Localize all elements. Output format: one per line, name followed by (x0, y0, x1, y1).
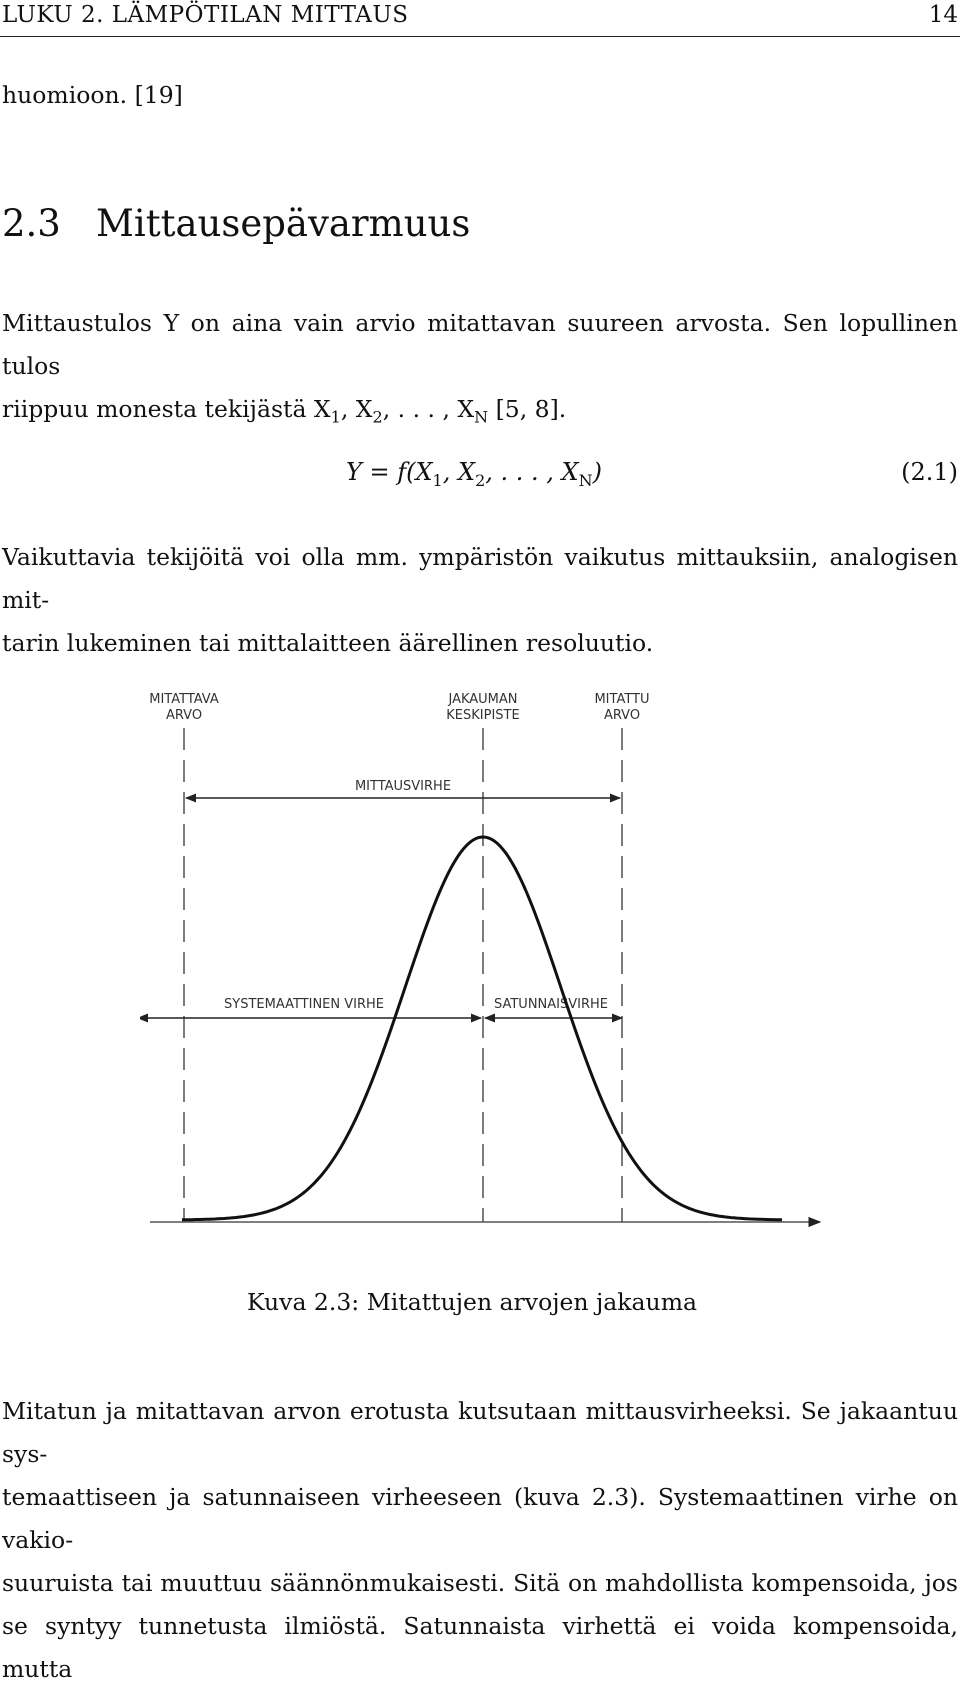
page-number: 14 (928, 2, 958, 28)
intro-line (2, 74, 958, 117)
para1-line2-post: [5, 8]. (488, 395, 567, 423)
section-number: 2.3 (2, 202, 61, 245)
equation-mid2: , . . . , X (485, 458, 579, 486)
label-jakauman-1: JAKAUMAN (448, 692, 518, 707)
para2-line2: tarin lukeminen tai mittalaitteen äärellinen resoluutio. (2, 629, 654, 657)
para1-line2 (2, 388, 958, 439)
label-mittausvirhe: MITTAUSVIRHE (354, 779, 452, 794)
equation-lhs: Y = f(X (346, 458, 433, 486)
equation-sub2: 2 (475, 470, 486, 490)
para1-subN: N (474, 407, 489, 427)
para3-line2: temaattiseen ja satunnaiseen virheeseen (kuva 2.3). Systemaattinen virhe on vakio- (2, 1483, 958, 1554)
para3-line1: Mitatun ja mitattavan arvon erotusta kutsutaan mittausvirheeksi. Se jakaantuu sys- (2, 1397, 958, 1468)
paragraph-1 (2, 302, 958, 439)
equation-subN: N (578, 470, 593, 490)
para1-dots: , . . . , X (382, 395, 475, 423)
paragraph-2 (2, 536, 958, 665)
equation-rhs: ) (592, 458, 603, 486)
chapter-header: LUKU 2. LÄMPÖTILAN MITTAUS (2, 2, 409, 28)
para1-sub1: 1 (330, 407, 341, 427)
label-systemaattinen: SYSTEMAATTINEN VIRHE (224, 997, 384, 1012)
distribution-figure (140, 680, 840, 1240)
equation-sub1: 1 (432, 470, 443, 490)
label-jakauman-2: KESKIPISTE (446, 708, 520, 723)
para3-line4: se syntyy tunnetusta ilmiöstä. Satunnaista virhettä ei voida kompensoida, mutta (2, 1612, 958, 1683)
label-mitattava-2: ARVO (165, 708, 203, 723)
label-satunnaisvirhe: SATUNNAISVIRHE (493, 997, 609, 1012)
equation-mid1: , X (442, 458, 476, 486)
para2-line1: Vaikuttavia tekijöitä voi olla mm. ympäristön vaikutus mittauksiin, analogisen mit- (2, 543, 958, 614)
para1-sub2: 2 (372, 407, 383, 427)
para1-comma1: , X (340, 395, 373, 423)
para1-line2-pre: riippuu monesta tekijästä X (2, 395, 331, 423)
equation (346, 458, 602, 490)
para3-line3: suuruista tai muuttuu säännönmukaisesti. Sitä on mahdollista kompensoida, jos (2, 1569, 958, 1597)
section-title: Mittausepävarmuus (96, 202, 471, 245)
paragraph-3 (2, 1390, 958, 1691)
intro-text: huomioon. [19] (2, 81, 183, 109)
label-mitattava-1: MITATTAVA (149, 692, 219, 707)
label-mitattu-1: MITATTU (594, 692, 650, 707)
section-heading (2, 202, 470, 245)
figure-caption: Kuva 2.3: Mitattujen arvojen jakauma (247, 1288, 697, 1316)
para1-line1: Mittaustulos Y on aina vain arvio mitattavan suureen arvosta. Sen lopullinen tulos (2, 309, 958, 380)
label-mitattu-2: ARVO (603, 708, 641, 723)
bell-curve (182, 837, 782, 1220)
equation-number: (2.1) (901, 458, 958, 486)
